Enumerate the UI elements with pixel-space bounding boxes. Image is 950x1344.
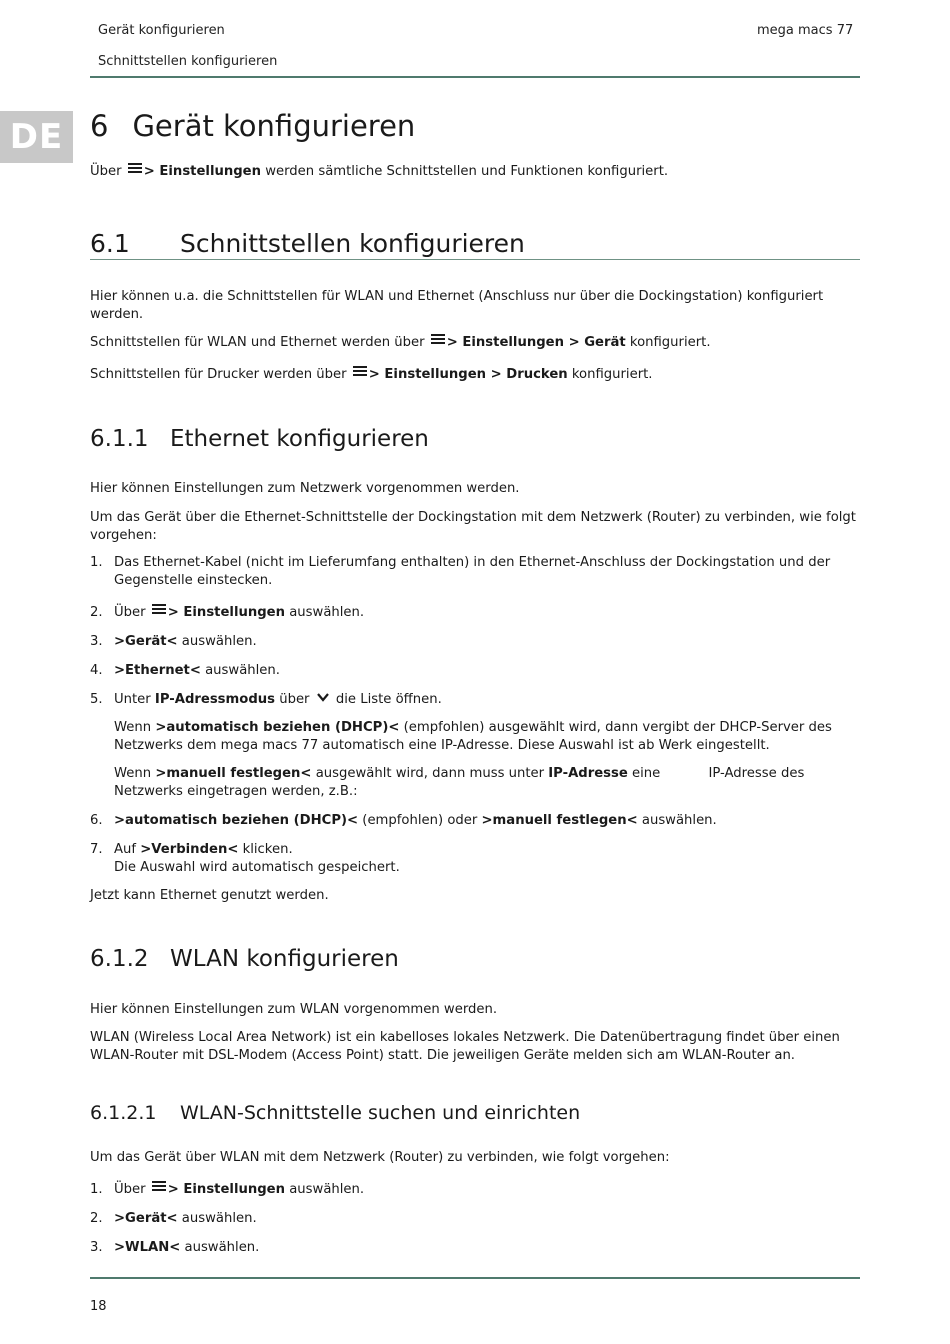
step-number: 3.	[90, 1240, 103, 1255]
paragraph: Um das Gerät über die Ethernet-Schnittstelle der Dockingstation mit dem Netzwerk (Router) zu verbinden, wie folgt vorgehen:	[90, 510, 856, 543]
menu-option: >WLAN<	[114, 1240, 181, 1255]
text: konfiguriert.	[571, 367, 653, 382]
note-text	[114, 719, 860, 755]
step-text	[114, 662, 860, 680]
text: (empfohlen) oder	[362, 813, 478, 828]
menu-option: >Ethernet<	[114, 663, 201, 678]
step-text: Das Ethernet-Kabel (nicht im Lieferumfang enthalten) in den Ethernet-Anschluss der Dockingstation und der Gegenstelle einstecken.	[114, 555, 831, 588]
subsection-heading	[90, 426, 429, 452]
text: Schnittstellen für Drucker werden über	[90, 367, 347, 382]
section-title: Schnittstellen konfigurieren	[180, 229, 525, 258]
step-text	[114, 1181, 860, 1199]
menu-path: > Einstellungen	[167, 605, 286, 620]
paragraph: Hier können Einstellungen zum Netzwerk vorgenommen werden.	[90, 481, 520, 496]
text: (empfohlen) ausgewählt wird, dann vergibt der DHCP-Server des Netzwerks dem mega macs 77 automatisch eine IP-Adresse. Diese Auswahl ist ab Werk eingestellt.	[114, 720, 832, 753]
chapter-intro	[90, 163, 860, 181]
text: auswählen.	[181, 634, 257, 649]
text: Über	[90, 164, 122, 179]
step-text	[114, 633, 860, 651]
menu-path: > Einstellungen	[167, 1182, 286, 1197]
subsection-title: Ethernet konfigurieren	[170, 426, 429, 452]
footer-rule	[90, 1277, 860, 1279]
text: werden sämtliche Schnittstellen und Funktionen konfiguriert.	[265, 164, 669, 179]
step-number: 1.	[90, 555, 103, 570]
menu-path: > Einstellungen > Gerät	[446, 335, 626, 350]
text: ausgewählt wird, dann muss unter	[315, 766, 545, 781]
menu-icon	[152, 1181, 166, 1191]
subsection-heading	[90, 946, 399, 972]
subsubsection-number: 6.1.2.1	[90, 1102, 157, 1124]
step-text	[114, 604, 860, 622]
step-text	[114, 812, 860, 830]
text: auswählen.	[289, 1182, 365, 1197]
menu-option: >automatisch beziehen (DHCP)<	[114, 813, 359, 828]
field-name: IP-Adressmodus	[154, 692, 276, 707]
subsection-number: 6.1.1	[90, 426, 149, 452]
text: IP-Adresse des Netzwerks	[114, 766, 805, 799]
running-header-chapter: Gerät konfigurieren	[98, 23, 225, 38]
text: eingetragen werden, z.B.:	[187, 784, 358, 799]
menu-icon	[152, 604, 166, 614]
step-text	[114, 691, 860, 709]
paragraph	[90, 366, 860, 384]
text: auswählen.	[205, 663, 280, 678]
menu-icon	[353, 366, 367, 376]
text: Schnittstellen für WLAN und Ethernet werden über	[90, 335, 425, 350]
text: über	[279, 692, 310, 707]
chevron-down-icon	[316, 692, 330, 702]
chapter-number: 6	[90, 109, 109, 143]
paragraph: WLAN (Wireless Local Area Network) ist ein kabelloses lokales Netzwerk. Die Datenübertragung findet über einen WLAN-Router mit DSL-Modem (Access Point) statt. Die jeweiligen Geräte melden sich am WLAN-Router an.	[90, 1030, 840, 1063]
paragraph: Hier können Einstellungen zum WLAN vorgenommen werden.	[90, 1002, 498, 1017]
step-text	[114, 841, 860, 877]
step-number: 6.	[90, 813, 103, 828]
text: auswählen.	[641, 813, 717, 828]
text: Die Auswahl wird automatisch gespeichert.	[114, 860, 400, 875]
subsubsection-title: WLAN-Schnittstelle suchen und einrichten	[180, 1102, 581, 1124]
paragraph: Hier können u.a. die Schnittstellen für WLAN und Ethernet (Anschluss nur über die Dockingstation) konfiguriert werden.	[90, 289, 824, 322]
section-number: 6.1	[90, 229, 130, 258]
paragraph	[90, 334, 860, 352]
step-number: 7.	[90, 842, 103, 857]
subsection-number: 6.1.2	[90, 946, 149, 972]
text: eine	[632, 766, 661, 781]
step-text	[114, 1210, 860, 1228]
step-text	[114, 1239, 860, 1257]
chapter-title: Gerät konfigurieren	[132, 109, 416, 143]
text: Auf	[114, 842, 137, 857]
paragraph: Um das Gerät über WLAN mit dem Netzwerk (Router) zu verbinden, wie folgt vorgehen:	[90, 1150, 670, 1165]
text: auswählen.	[289, 605, 365, 620]
text: klicken.	[242, 842, 293, 857]
step-number: 2.	[90, 1211, 103, 1226]
menu-option: >Gerät<	[114, 1211, 178, 1226]
menu-icon	[431, 334, 445, 344]
menu-path: > Einstellungen > Drucken	[368, 367, 568, 382]
step-number: 1.	[90, 1182, 103, 1197]
page-number: 18	[90, 1299, 107, 1314]
header-rule	[90, 76, 860, 78]
text: Wenn	[114, 766, 152, 781]
subsection-title: WLAN konfigurieren	[170, 946, 399, 972]
text: auswählen.	[181, 1211, 257, 1226]
menu-icon	[128, 163, 142, 173]
step-number: 4.	[90, 663, 103, 678]
text: Wenn	[114, 720, 152, 735]
paragraph: Jetzt kann Ethernet genutzt werden.	[90, 888, 329, 903]
note-text	[114, 765, 860, 801]
language-tab: DE	[0, 111, 73, 163]
field-name: IP-Adresse	[548, 766, 628, 781]
text: konfiguriert.	[629, 335, 711, 350]
menu-option: >manuell festlegen<	[155, 766, 312, 781]
text: die Liste öffnen.	[335, 692, 442, 707]
running-header-product: mega macs 77	[757, 23, 854, 38]
text: Über	[114, 605, 146, 620]
text: auswählen.	[184, 1240, 260, 1255]
menu-path: > Einstellungen	[143, 164, 262, 179]
subsubsection-heading	[90, 1102, 580, 1124]
chapter-heading	[90, 109, 415, 143]
button-reference: >Verbinden<	[140, 842, 239, 857]
running-header-section: Schnittstellen konfigurieren	[98, 54, 278, 69]
text: Unter	[114, 692, 151, 707]
menu-option: >automatisch beziehen (DHCP)<	[155, 720, 400, 735]
menu-option: >manuell festlegen<	[481, 813, 638, 828]
step-number: 3.	[90, 634, 103, 649]
step-number: 5.	[90, 692, 103, 707]
menu-option: >Gerät<	[114, 634, 178, 649]
text: Über	[114, 1182, 146, 1197]
step-number: 2.	[90, 605, 103, 620]
section-heading	[90, 229, 860, 260]
